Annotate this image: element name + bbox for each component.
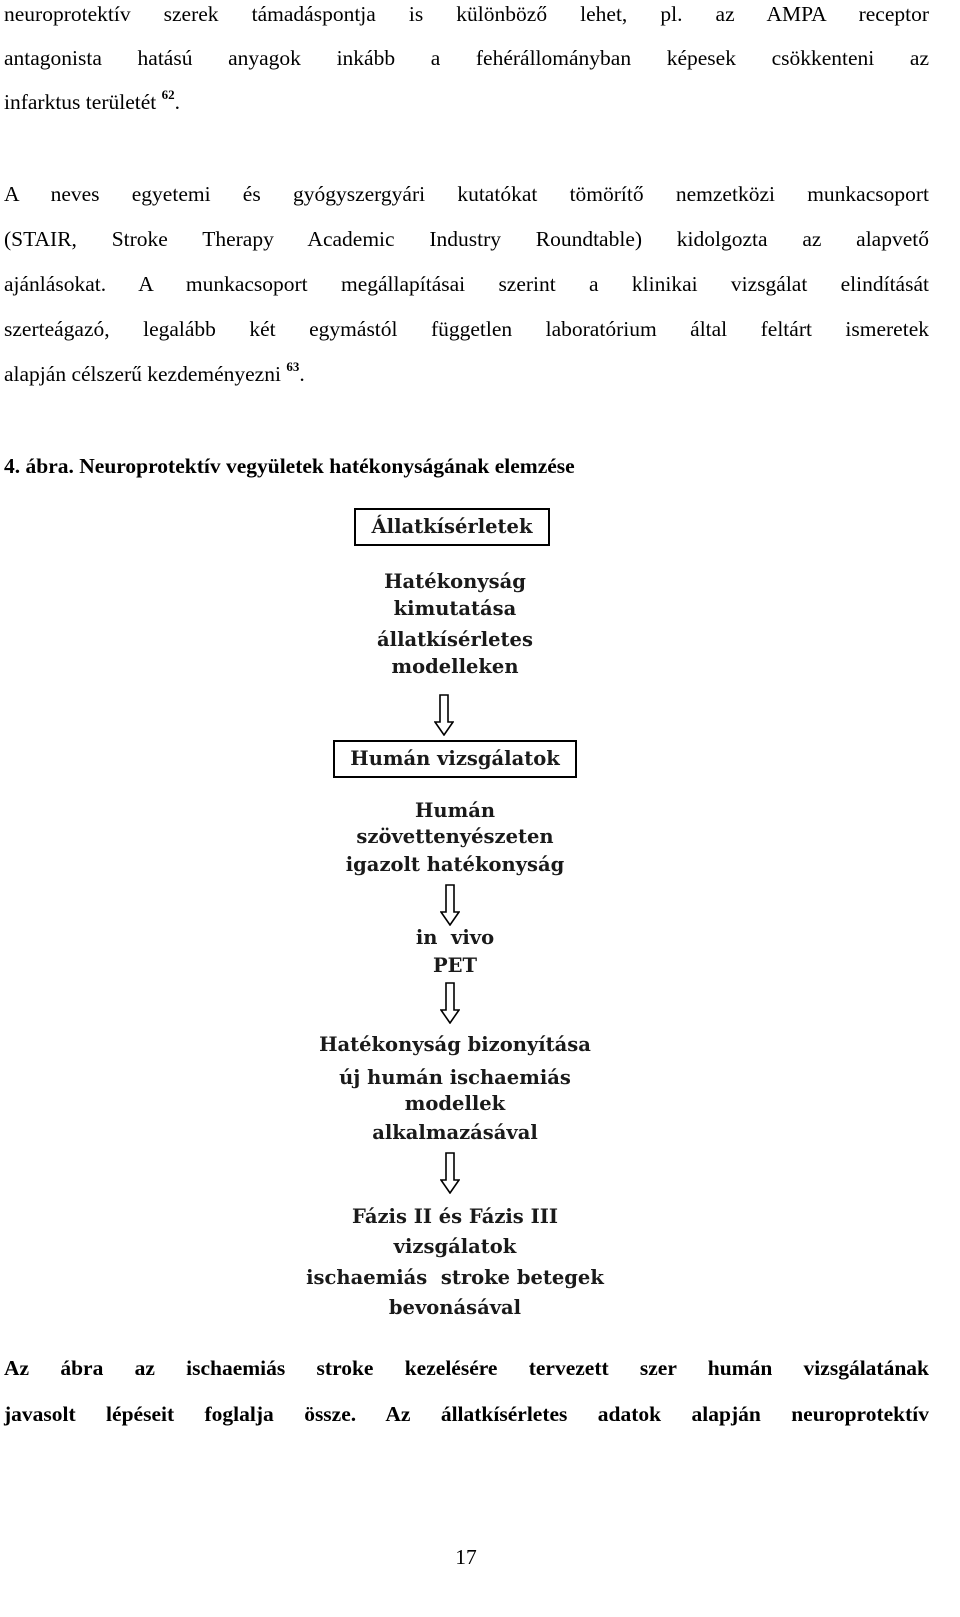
page-number: 17 — [455, 1545, 477, 1569]
text-line — [4, 86, 929, 115]
text-span: alapján célszerű kezdeményezni — [4, 362, 281, 386]
text-line: szerteágazó, legalább két egymástól független laboratórium által feltárt ismeretek — [4, 317, 929, 341]
flow-text: Fázis II és Fázis III — [352, 1205, 558, 1228]
flow-box-animal-experiments: Állatkísérletek — [354, 508, 550, 546]
flow-text: szövettenyészeten — [356, 825, 554, 848]
figure-caption: 4. ábra. Neuroprotektív vegyületek hatékonyságának elemzése — [4, 454, 575, 478]
text-line: antagonista hatású anyagok inkább a fehérállományban képesek csökkenteni az — [4, 46, 929, 70]
down-arrow-icon — [440, 1152, 460, 1194]
down-arrow-icon — [434, 694, 454, 736]
text-line: ajánlásokat. A munkacsoport megállapításai szerint a klinikai vizsgálat elindítását — [4, 272, 929, 296]
flow-text: Hatékonyság bizonyítása — [319, 1033, 591, 1056]
flow-text: modellek — [404, 1092, 506, 1115]
text-line: (STAIR, Stroke Therapy Academic Industry Roundtable) kidolgozta az alapvető — [4, 227, 929, 251]
flow-text: bevonásával — [388, 1296, 522, 1319]
text-span: . — [299, 362, 305, 386]
flow-box-human-studies: Humán vizsgálatok — [333, 740, 577, 778]
flow-text: állatkísérletes — [377, 628, 533, 651]
flowchart — [296, 506, 614, 1324]
flow-text: alkalmazásával — [372, 1121, 538, 1144]
flow-text: ischaemiás stroke betegek — [306, 1266, 604, 1289]
text-line: javasolt lépéseit foglalja össze. Az állatkísérletes adatok alapján neuroprotektív — [4, 1402, 929, 1426]
flow-text: modelleken — [391, 655, 519, 678]
text-span: infarktus területét — [4, 90, 157, 114]
reference-number: 63 — [286, 358, 300, 374]
flow-text: vizsgálatok — [393, 1235, 517, 1258]
flow-text: Hatékonyság — [384, 570, 526, 593]
text-line: A neves egyetemi és gyógyszergyári kutatókat tömörítő nemzetközi munkacsoport — [4, 182, 929, 206]
flow-text: kimutatása — [393, 597, 517, 620]
text-line — [4, 358, 929, 387]
flow-text: Humán — [414, 799, 496, 822]
text-line: neuroprotektív szerek támadáspontja is különböző lehet, pl. az AMPA receptor — [4, 2, 929, 26]
flow-text: in vivo — [415, 926, 495, 949]
reference-number: 62 — [161, 86, 175, 102]
text-span: . — [174, 90, 180, 114]
flow-text: PET — [432, 954, 478, 977]
down-arrow-icon — [440, 884, 460, 926]
flow-text: új humán ischaemiás — [339, 1066, 571, 1089]
flow-text: igazolt hatékonyság — [345, 853, 565, 876]
text-line: Az ábra az ischaemiás stroke kezelésére tervezett szer humán vizsgálatának — [4, 1356, 929, 1380]
down-arrow-icon — [440, 982, 460, 1024]
